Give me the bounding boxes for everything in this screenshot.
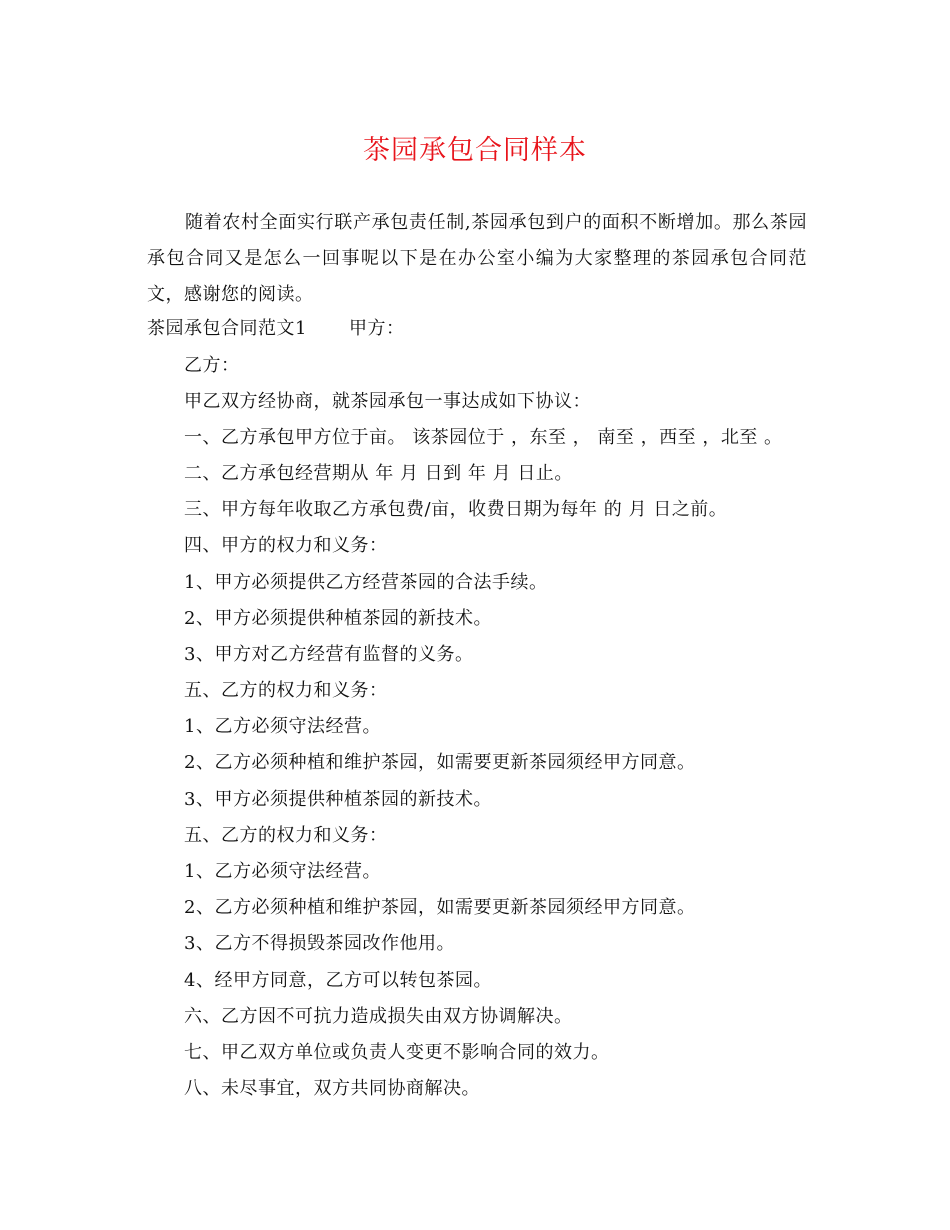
document-title: 茶园承包合同样本 — [363, 135, 587, 166]
clause-line: 2、乙方必须种植和维护茶园，如需要更新茶园须经甲方同意。 — [184, 897, 696, 918]
clause-line: 三、甲方每年收取乙方承包费/亩，收费日期为每年 的 月 日之前。 — [184, 499, 728, 520]
clause-line: 二、乙方承包经营期从 年 月 日到 年 月 日止。 — [184, 463, 573, 484]
clause-line: 六、乙方因不可抗力造成损失由双方协调解决。 — [184, 1006, 573, 1027]
clause-line: 3、甲方必须提供种植茶园的新技术。 — [184, 789, 492, 810]
clause-line: 五、乙方的权力和义务： — [184, 680, 388, 701]
clause-line: 五、乙方的权力和义务： — [184, 825, 388, 846]
party-b-label: 乙方： — [184, 355, 240, 376]
clause-line: 甲乙双方经协商，就茶园承包一事达成如下协议： — [184, 391, 591, 412]
party-a-label: 甲方： — [348, 318, 405, 339]
clause-line: 八、未尽事宜，双方共同协商解决。 — [184, 1078, 480, 1099]
clause-line: 1、乙方必须守法经营。 — [184, 861, 381, 882]
clause-line: 七、甲乙双方单位或负责人变更不影响合同的效力。 — [184, 1042, 610, 1063]
clause-line: 2、乙方必须种植和维护茶园，如需要更新茶园须经甲方同意。 — [184, 752, 696, 773]
clause-line: 4、经甲方同意，乙方可以转包茶园。 — [184, 970, 492, 991]
clause-line: 1、乙方必须守法经营。 — [184, 716, 381, 737]
clause-line: 1、甲方必须提供乙方经营茶园的合法手续。 — [184, 572, 548, 593]
intro-paragraph: 随着农村全面实行联产承包责任制,茶园承包到户的面积不断增加。那么茶园承包合同又是怎么一回事呢以下是在办公室小编为大家整理的茶园承包合同范文，感谢您的阅读。 — [147, 212, 807, 305]
clause-line: 2、甲方必须提供种植茶园的新技术。 — [184, 608, 492, 629]
section-heading: 茶园承包合同范文1 — [147, 318, 307, 339]
clause-line: 一、乙方承包甲方位于亩。 该茶园位于 ，东至 ， 南至 ，西至 ，北至 。 — [184, 427, 783, 448]
section-heading-line — [147, 317, 404, 341]
clause-line: 3、甲方对乙方经营有监督的义务。 — [184, 644, 474, 665]
clause-line: 四、甲方的权力和义务： — [184, 535, 388, 556]
clause-line: 3、乙方不得损毁茶园改作他用。 — [184, 933, 455, 954]
